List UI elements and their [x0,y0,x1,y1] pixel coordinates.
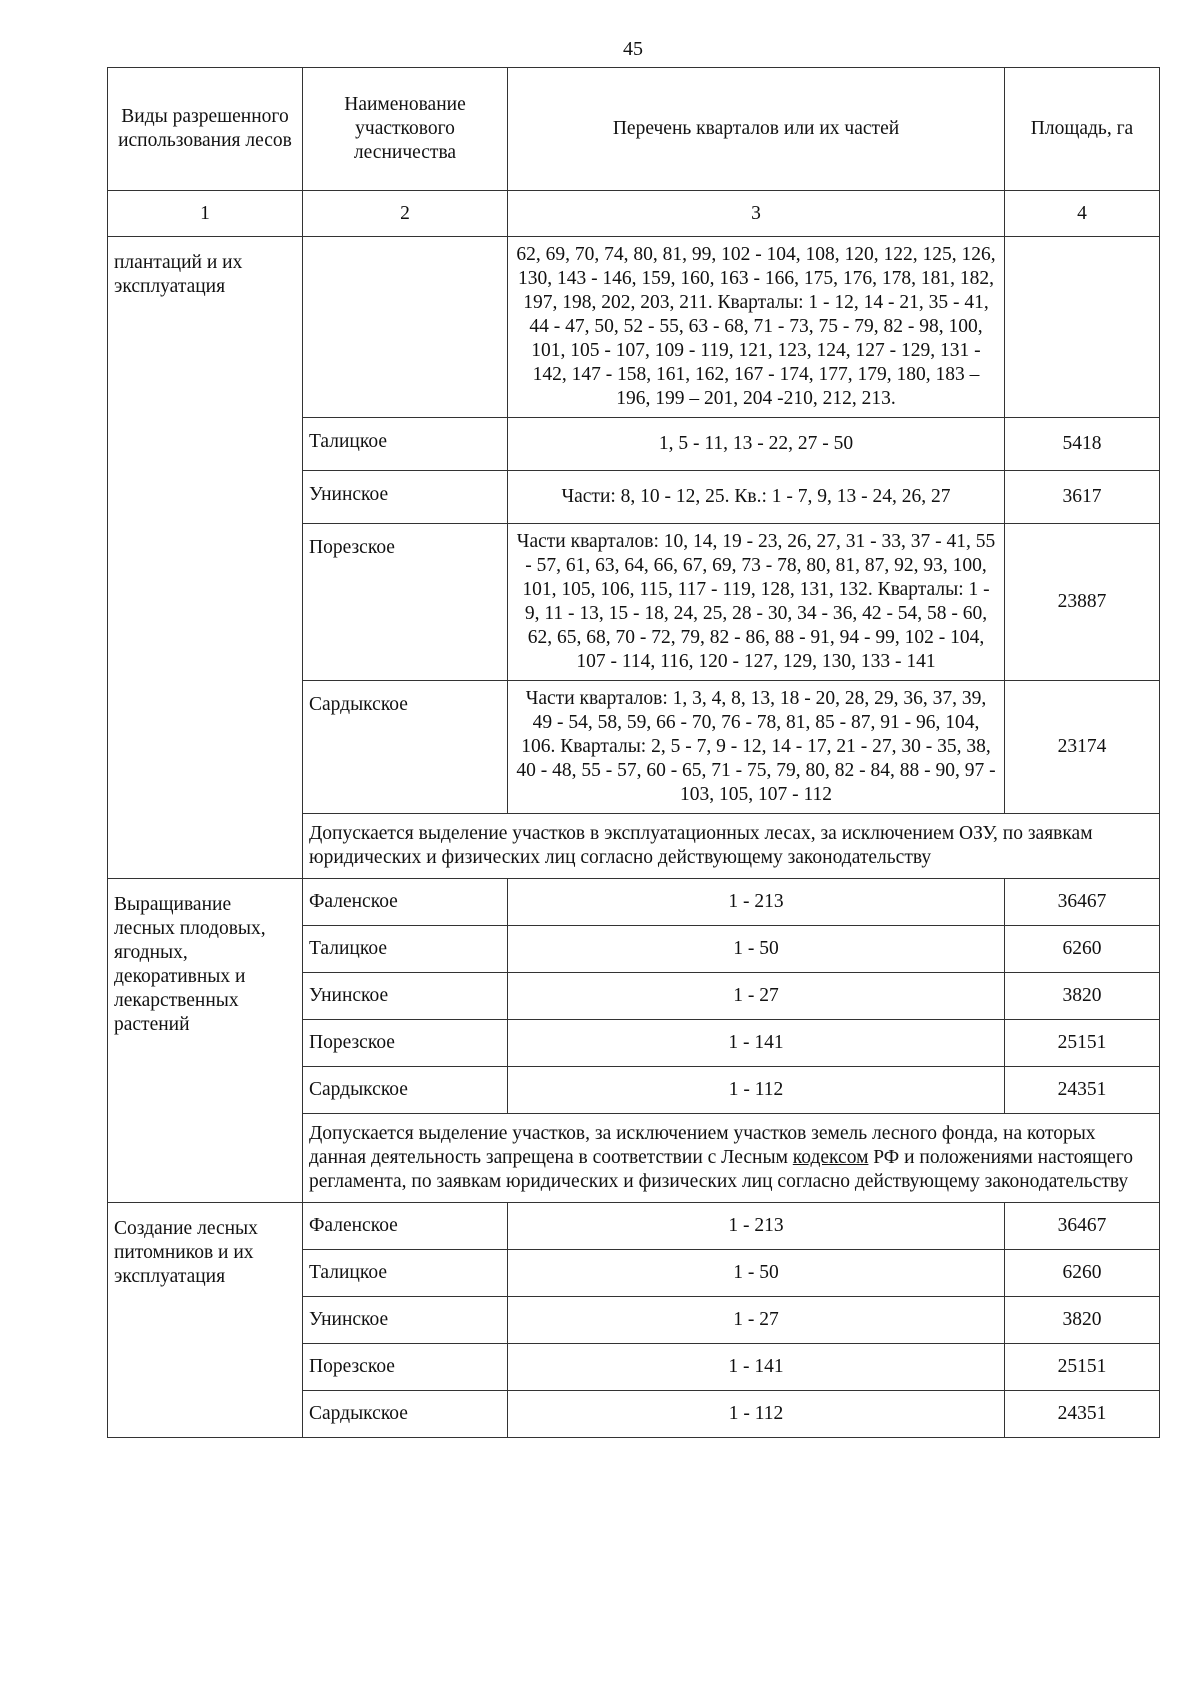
quarters-cell: 62, 69, 70, 74, 80, 81, 99, 102 - 104, 108, 120, 122, 125, 126, 130, 143 - 146, 159, 160, 163 - 166, 175, 176, 178, 181, 182, 197, 198, 202, 203, 211. Кварталы: 1 - 12, 14 - 21, 35 - 41, 44 - 47, 50, 52 - 55, 63 - 68, 71 - 73, 75 - 79, 82 - 98, 100, 101, 105 - 107, 109 - 119, 121, 123, 124, 127 - 129, 131 - 142, 147 - 158, 161, 162, 167 - 174, 177, 179, 180, 183 – 196, 199 – 201, 204 -210, 212, 213. [508,237,1005,418]
forestry-cell: Сардыкское [303,1391,508,1438]
quarters-cell: 1, 5 - 11, 13 - 22, 27 - 50 [508,418,1005,471]
use-type-cell: Создание лесных питомников и их эксплуатация [108,1203,303,1438]
forestry-cell [303,237,508,418]
forestry-cell: Унинское [303,973,508,1020]
quarters-cell: 1 - 213 [508,1203,1005,1250]
area-cell: 24351 [1005,1067,1160,1114]
quarters-cell: 1 - 141 [508,1344,1005,1391]
area-cell: 23887 [1005,524,1160,681]
forestry-cell: Талицкое [303,926,508,973]
quarters-cell: 1 - 50 [508,1250,1005,1297]
area-cell: 3617 [1005,471,1160,524]
column-number: 1 [108,191,303,237]
forestry-cell: Порезское [303,1020,508,1067]
use-type-cell: плантаций и их эксплуатация [108,237,303,879]
header-quarters-list: Перечень кварталов или их частей [508,68,1005,191]
code-link[interactable]: кодексом [792,1147,869,1168]
quarters-cell: 1 - 141 [508,1020,1005,1067]
quarters-cell: Части кварталов: 1, 3, 4, 8, 13, 18 - 20, 28, 29, 36, 37, 39, 49 - 54, 58, 59, 66 - 70, 76 - 78, 81, 85 - 87, 91 - 96, 104, 106. Кварталы: 2, 5 - 7, 9 - 12, 14 - 17, 21 - 27, 30 - 35, 38, 40 - 48, 55 - 57, 60 - 65, 71 - 75, 79, 80, 82 - 84, 88 - 90, 97 - 103, 105, 107 - 112 [508,681,1005,814]
page-number: 45 [623,38,643,60]
forestry-cell: Унинское [303,1297,508,1344]
area-cell: 36467 [1005,1203,1160,1250]
note-cell: Допускается выделение участков в эксплуатационных лесах, за исключением ОЗУ, по заявкам юридических и физических лиц согласно действующему законодательству [303,814,1160,879]
table-row [108,237,1160,418]
quarters-cell: 1 - 50 [508,926,1005,973]
column-number: 4 [1005,191,1160,237]
quarters-cell: 1 - 213 [508,879,1005,926]
quarters-cell: Части кварталов: 10, 14, 19 - 23, 26, 27, 31 - 33, 37 - 41, 55 - 57, 61, 63, 64, 66, 67, 69, 73 - 78, 80, 81, 87, 92, 93, 100, 101, 105, 106, 115, 117 - 119, 128, 131, 132. Кварталы: 1 - 9, 11 - 13, 15 - 18, 24, 25, 28 - 30, 34 - 36, 42 - 54, 58 - 60, 62, 65, 68, 70 - 72, 79, 82 - 86, 88 - 91, 94 - 99, 102 - 104, 107 - 114, 116, 120 - 127, 129, 130, 133 - 141 [508,524,1005,681]
quarters-cell: 1 - 27 [508,1297,1005,1344]
area-cell: 36467 [1005,879,1160,926]
quarters-cell: Части: 8, 10 - 12, 25. Кв.: 1 - 7, 9, 13 - 24, 26, 27 [508,471,1005,524]
forestry-cell: Унинское [303,471,508,524]
header-forestry-name: Наименование участкового лесничества [303,68,508,191]
forestry-cell: Талицкое [303,418,508,471]
area-cell: 25151 [1005,1020,1160,1067]
area-cell: 24351 [1005,1391,1160,1438]
forestry-cell: Сардыкское [303,681,508,814]
forestry-cell: Сардыкское [303,1067,508,1114]
column-number-row [108,191,1160,237]
area-cell: 3820 [1005,973,1160,1020]
area-cell: 23174 [1005,681,1160,814]
area-cell: 25151 [1005,1344,1160,1391]
column-number: 3 [508,191,1005,237]
header-area: Площадь, га [1005,68,1160,191]
quarters-cell: 1 - 112 [508,1391,1005,1438]
table-row [108,1203,1160,1250]
forest-use-table [107,67,1160,1438]
forestry-cell: Фаленское [303,1203,508,1250]
area-cell: 6260 [1005,926,1160,973]
area-cell: 3820 [1005,1297,1160,1344]
note-text: Допускается выделение участков, за исключением участков земель лесного фонда, на которых данная деятельность запрещена в соответствии с Лесным [309,1123,1096,1168]
forestry-cell: Фаленское [303,879,508,926]
forestry-cell: Порезское [303,1344,508,1391]
forestry-cell: Порезское [303,524,508,681]
column-number: 2 [303,191,508,237]
quarters-cell: 1 - 27 [508,973,1005,1020]
quarters-cell: 1 - 112 [508,1067,1005,1114]
forestry-cell: Талицкое [303,1250,508,1297]
header-use-type: Виды разрешенного использования лесов [108,68,303,191]
header-row [108,68,1160,191]
note-cell [303,1114,1160,1203]
area-cell: 6260 [1005,1250,1160,1297]
area-cell: 5418 [1005,418,1160,471]
area-cell [1005,237,1160,418]
use-type-cell: Выращивание лесных плодовых, ягодных, декоративных и лекарственных растений [108,879,303,1203]
note-text: РФ и положениями настоящего регламента, по заявкам юридических и физических лиц согласно действующему законодательству [309,1147,1133,1192]
table-row [108,879,1160,926]
